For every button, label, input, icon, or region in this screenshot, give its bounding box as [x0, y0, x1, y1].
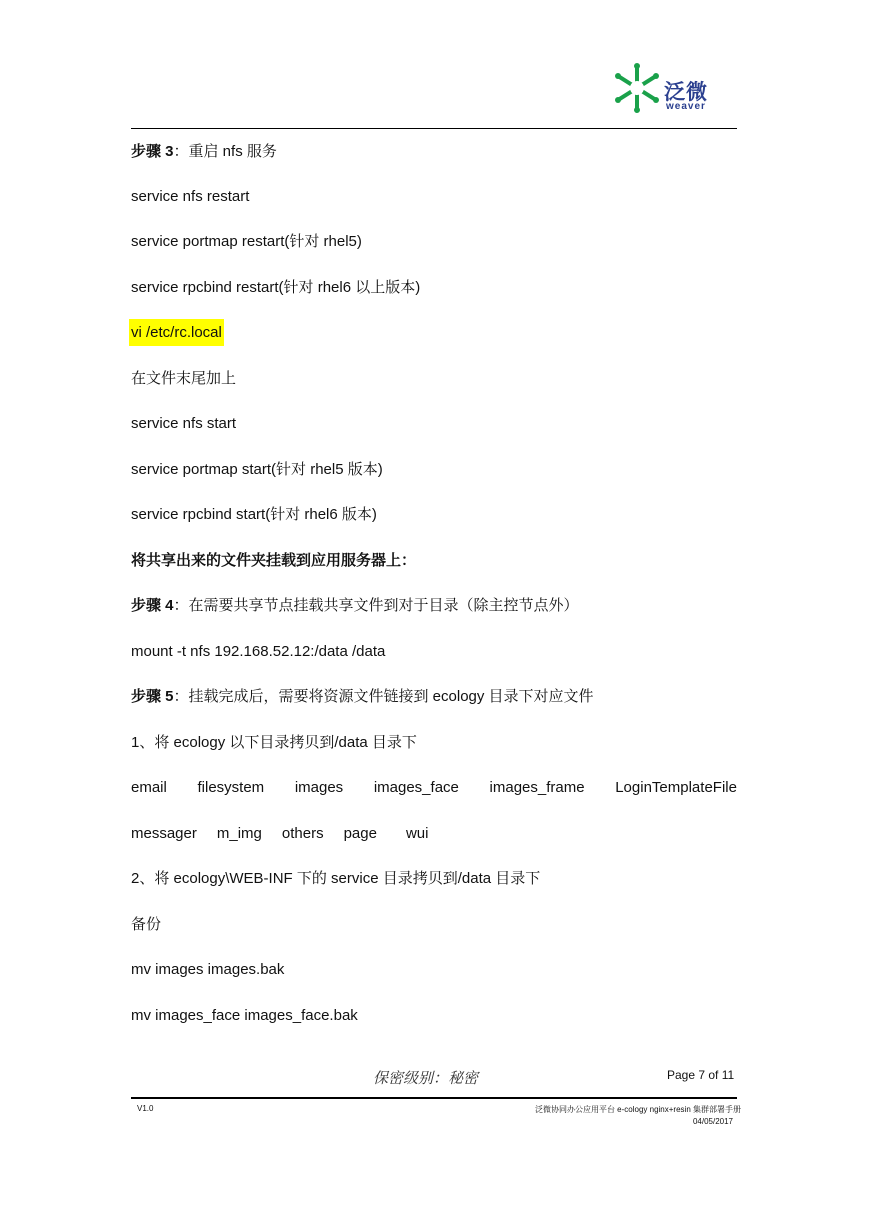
dir-name: LoginTemplateFile	[615, 779, 737, 796]
mount-heading: 将共享出来的文件夹挂载到应用服务器上：	[131, 552, 417, 569]
dir-name: page	[343, 825, 377, 842]
cmd-nfs-restart: service nfs restart	[131, 188, 250, 205]
weaver-logo-icon	[612, 62, 662, 114]
dir-name: images_face	[373, 779, 459, 796]
highlighted-line	[131, 323, 224, 343]
logo-text-en: weaver	[666, 101, 706, 112]
dir-list-row-2	[131, 824, 448, 844]
dir-name: m_img	[216, 825, 262, 842]
dir-name: messager	[131, 825, 197, 842]
highlighted-cmd: vi /etc/rc.local	[129, 319, 224, 346]
dir-name: filesystem	[197, 779, 265, 796]
page-number: Page 7 of 11	[667, 1068, 735, 1082]
cmd-rpcbind-start: service rpcbind start(针对 rhel6 版本)	[131, 506, 377, 523]
step4-line	[131, 596, 579, 616]
step3-line	[131, 142, 277, 162]
cmd-portmap-restart: service portmap restart(针对 rhel5)	[131, 233, 362, 250]
doc-version: V1.0	[137, 1104, 154, 1113]
cmd-portmap-start: service portmap start(针对 rhel5 版本)	[131, 461, 383, 478]
mv-images-cmd: mv images images.bak	[131, 961, 285, 978]
doc-date: 04/05/2017	[692, 1117, 733, 1126]
step5-label: 步骤 5	[131, 688, 174, 705]
doc-title: 泛微协同办公应用平台 e-cology nginx+resin 集群部署手册	[534, 1105, 741, 1114]
mount-cmd: mount -t nfs 192.168.52.12:/data /data	[131, 643, 386, 660]
dir-name: others	[281, 825, 324, 842]
step4-label: 步骤 4	[131, 597, 174, 614]
backup-label: 备份	[131, 916, 162, 933]
header-divider	[131, 128, 737, 129]
step5-line	[131, 687, 594, 707]
step5-text: ：挂载完成后，需要将资源文件链接到 ecology 目录下对应文件	[173, 688, 594, 705]
dir-name: images_frame	[489, 779, 585, 796]
dir-name: wui	[405, 825, 429, 842]
confidentiality-label: 保密级别：秘密	[373, 1069, 479, 1087]
mv-images-face-cmd: mv images_face images_face.bak	[131, 1007, 358, 1024]
list-item-2: 2、将 ecology\WEB-INF 下的 service 目录拷贝到/data 目录下	[131, 870, 541, 887]
step4-text: ：在需要共享节点挂载共享文件到对于目录（除主控节点外）	[173, 597, 579, 614]
cmd-nfs-start: service nfs start	[131, 415, 237, 432]
logo-text-cn: 泛微	[664, 81, 708, 104]
append-note: 在文件末尾加上	[131, 370, 237, 387]
dir-list-row-1	[131, 778, 737, 798]
step3-label: 步骤 3	[131, 143, 174, 160]
dir-name: email	[131, 779, 167, 796]
step3-text: ：重启 nfs 服务	[173, 143, 277, 160]
weaver-logo	[612, 62, 722, 114]
cmd-rpcbind-restart: service rpcbind restart(针对 rhel6 以上版本)	[131, 279, 421, 296]
footer-divider	[131, 1097, 737, 1099]
dir-name: images	[294, 779, 344, 796]
list-item-1: 1、将 ecology 以下目录拷贝到/data 目录下	[131, 734, 417, 751]
